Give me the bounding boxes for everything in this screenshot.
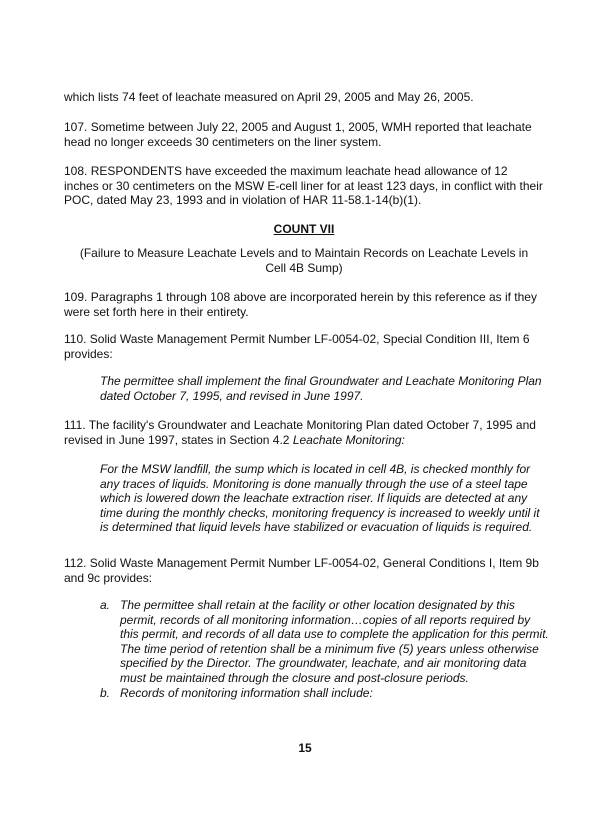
- permit-conditions-list: [100, 598, 552, 700]
- list-marker: b.: [100, 685, 111, 700]
- count-heading: COUNT VII: [273, 222, 335, 236]
- paragraph-112: 112. Solid Waste Management Permit Number LF-0054-02, General Conditions I, Item 9b and 9c provides:: [64, 556, 539, 585]
- paragraph-continuation: which lists 74 feet of leachate measured on April 29, 2005 and May 26, 2005.: [64, 90, 474, 104]
- paragraph-108: 108. RESPONDENTS have exceeded the maximum leachate head allowance of 12 inches or 30 centimeters on the MSW E-cell liner for at least 123 days, in conflict with their POC, dated May 23, 1993 and in violation of HAR 11-58.1-14(b)(1).: [64, 164, 543, 208]
- list-marker: a.: [100, 598, 111, 612]
- paragraph-107: 107. Sometime between July 22, 2005 and August 1, 2005, WMH reported that leachate head no longer exceeds 30 centimeters on the liner system.: [64, 120, 532, 149]
- page-number: 15: [298, 741, 312, 755]
- list-item-text: The permittee shall retain at the facility or other location designated by this permit, records of all monitoring information…copies of all reports required by this permit, and records of all data use to complete the application for this permit. The time period of retention shall be a minimum five (5) years unless otherwise specified by the Director. The groundwater, leachate, and air monitoring data must be maintained through the closure and post-closure periods.: [120, 598, 549, 685]
- paragraph-109: 109. Paragraphs 1 through 108 above are incorporated herein by this reference as if they were set forth here in their entirety.: [64, 290, 537, 319]
- paragraph-111-text: 111. The facility's Groundwater and Leachate Monitoring Plan dated October 7, 1995 and revised in June 1997, states in Section 4.2: [64, 418, 536, 447]
- count-subtitle: (Failure to Measure Leachate Levels and to Maintain Records on Leachate Levels in Cell 4B Sump): [79, 246, 529, 275]
- list-item-text: Records of monitoring information shall include:: [120, 685, 373, 700]
- section-title-leachate-monitoring: Leachate Monitoring:: [292, 432, 405, 447]
- list-item: [100, 686, 552, 701]
- quote-110: The permittee shall implement the final Groundwater and Leachate Monitoring Plan dated October 7, 1995, and revised in June 1997.: [100, 374, 542, 403]
- quote-111: For the MSW landfill, the sump which is located in cell 4B, is checked monthly for any traces of liquids. Monitoring is done manually through the use of a steel tape which is lowered down the leachate extraction riser. If liquids are detected at any time during the monthly checks, monitoring frequency is increased to weekly until it is determined that liquid levels have stabilized or evacuation of liquids is required.: [100, 462, 540, 535]
- paragraph-111: [64, 418, 544, 447]
- paragraph-110: 110. Solid Waste Management Permit Number LF-0054-02, Special Condition III, Item 6 provides:: [64, 332, 530, 361]
- list-item: [100, 598, 552, 686]
